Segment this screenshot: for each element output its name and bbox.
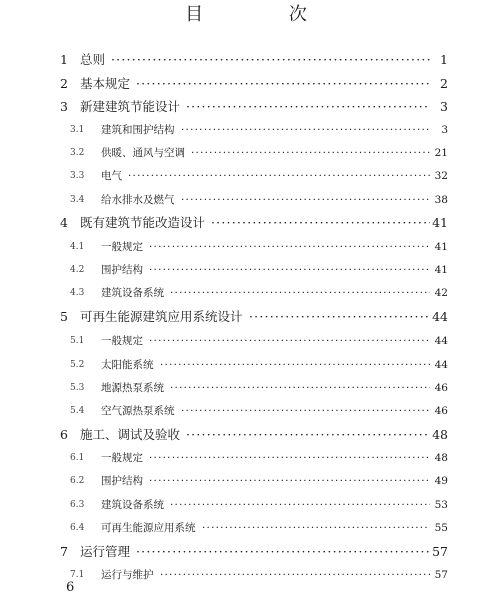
toc-entry-number: 6.1 [70,453,85,463]
dot-leader [181,190,430,210]
toc-entry-page-number: 48 [432,427,448,442]
toc-entry-title: 建筑设备系统 [101,287,164,299]
toc-entry-title: 总则 [80,52,106,67]
toc-entry-number: 5.1 [70,336,85,346]
toc-entry-number: 5.3 [70,383,85,393]
toc-chapter-entry[interactable] [0,97,492,119]
toc-entry-page-number: 21 [434,147,448,159]
toc-entry-title: 一般规定 [101,452,143,464]
toc-entry-title: 可再生能源建筑应用系统设计 [80,309,243,324]
toc-entry-page-number: 32 [434,170,448,182]
toc-section-entry[interactable] [0,120,492,142]
toc-chapter-entry[interactable] [0,50,492,72]
toc-entry-page-number: 42 [434,287,448,299]
dot-leader [149,260,430,280]
toc-entry-title: 供暖、通风与空调 [101,147,185,159]
toc-section-entry[interactable] [0,378,492,400]
toc-section-entry[interactable] [0,401,492,423]
toc-entry-number: 6.2 [70,476,85,486]
toc-entry-number: 5 [60,309,68,324]
dot-leader [181,401,430,421]
dot-leader [211,213,430,233]
toc-entry-title: 既有建筑节能改造设计 [80,215,206,230]
toc-entry-title: 给水排水及燃气 [101,194,175,206]
toc-entry-page-number: 48 [434,452,448,464]
toc-entry-title: 太阳能系统 [101,359,154,371]
toc-entry-page-number: 46 [434,382,448,394]
dot-leader [128,166,430,186]
page-number: 6 [66,580,75,595]
toc-entry-title: 建筑设备系统 [101,499,164,511]
toc-entry-page-number: 41 [432,215,448,230]
toc-entry-number: 3 [60,99,68,114]
toc-entry-number: 6 [60,427,68,442]
toc-entry-page-number: 46 [434,405,448,417]
dot-leader [136,74,430,94]
toc-entry-page-number: 2 [440,76,448,91]
toc-entry-title: 围护结构 [101,475,143,487]
toc-entry-page-number: 44 [434,335,448,347]
toc-entry-title: 施工、调试及验收 [80,427,181,442]
toc-section-entry[interactable] [0,355,492,377]
dot-leader [149,448,430,468]
toc-entry-number: 7.1 [70,570,85,580]
toc-entry-page-number: 57 [432,544,448,559]
toc-entry-number: 4.3 [70,288,85,298]
toc-entry-page-number: 44 [432,309,448,324]
dot-leader [149,331,430,351]
toc-entry-number: 3.2 [70,148,85,158]
toc-entry-page-number: 57 [434,569,448,581]
toc-entry-title: 可再生能源应用系统 [101,522,196,534]
toc-entry-title: 一般规定 [101,241,143,253]
toc-entry-page-number: 38 [434,194,448,206]
toc-entry-title: 运行与维护 [101,569,154,581]
toc-chapter-entry[interactable] [0,213,492,235]
toc-entry-title: 基本规定 [80,76,131,91]
dot-leader [170,378,430,398]
dot-leader [186,425,430,445]
toc-entry-page-number: 55 [434,522,448,534]
dot-leader [149,471,430,491]
toc-entry-page-number: 49 [434,475,448,487]
toc-section-entry[interactable] [0,331,492,353]
toc-section-entry[interactable] [0,260,492,282]
toc-entry-number: 6.4 [70,523,85,533]
toc-entry-title: 地源热泵系统 [101,382,164,394]
toc-section-entry[interactable] [0,471,492,493]
dot-leader [160,565,430,585]
toc-entry-number: 1 [60,52,68,67]
toc-entry-page-number: 41 [434,241,448,253]
dot-leader [149,237,430,257]
toc-section-entry[interactable] [0,448,492,470]
toc-entry-number: 3.3 [70,171,85,181]
toc-entry-number: 3.4 [70,195,85,205]
toc-entry-title: 运行管理 [80,544,131,559]
toc-section-entry[interactable] [0,237,492,259]
toc-entry-title: 围护结构 [101,264,143,276]
toc-entry-number: 5.4 [70,406,85,416]
toc-section-entry[interactable] [0,190,492,212]
toc-entry-number: 6.3 [70,500,85,510]
dot-leader [136,542,430,562]
toc-entry-number: 5.2 [70,360,85,370]
toc-section-entry[interactable] [0,518,492,540]
toc-entry-page-number: 1 [440,52,448,67]
toc-entry-title: 新建建筑节能设计 [80,99,181,114]
toc-entry-title: 电气 [101,170,122,182]
toc-chapter-entry[interactable] [0,307,492,329]
page-title: 目 次 [185,4,347,25]
toc-chapter-entry[interactable] [0,542,492,564]
toc-entry-page-number: 3 [440,99,448,114]
toc-entry-title: 建筑和围护结构 [101,124,175,136]
toc-chapter-entry[interactable] [0,425,492,447]
toc-entry-title: 空气源热泵系统 [101,405,175,417]
toc-entry-page-number: 53 [434,499,448,511]
dot-leader [160,355,430,375]
dot-leader [170,495,430,515]
toc-section-entry[interactable] [0,166,492,188]
toc-entry-number: 4.1 [70,242,85,252]
toc-entry-number: 7 [60,544,68,559]
toc-entry-page-number: 3 [441,124,448,136]
dot-leader [111,50,430,70]
toc-chapter-entry[interactable] [0,74,492,96]
toc-section-entry[interactable] [0,143,492,165]
dot-leader [249,307,430,327]
toc-section-entry[interactable] [0,495,492,517]
dot-leader [202,518,430,538]
dot-leader [170,283,430,303]
toc-section-entry[interactable] [0,283,492,305]
toc-entry-page-number: 41 [434,264,448,276]
dot-leader [181,120,430,140]
toc-entry-title: 一般规定 [101,335,143,347]
dot-leader [186,97,430,117]
toc-entry-number: 2 [60,76,68,91]
toc-entry-number: 3.1 [70,125,85,135]
dot-leader [191,143,430,163]
toc-entry-page-number: 44 [434,359,448,371]
toc-entry-number: 4 [60,215,68,230]
toc-entry-number: 4.2 [70,265,85,275]
